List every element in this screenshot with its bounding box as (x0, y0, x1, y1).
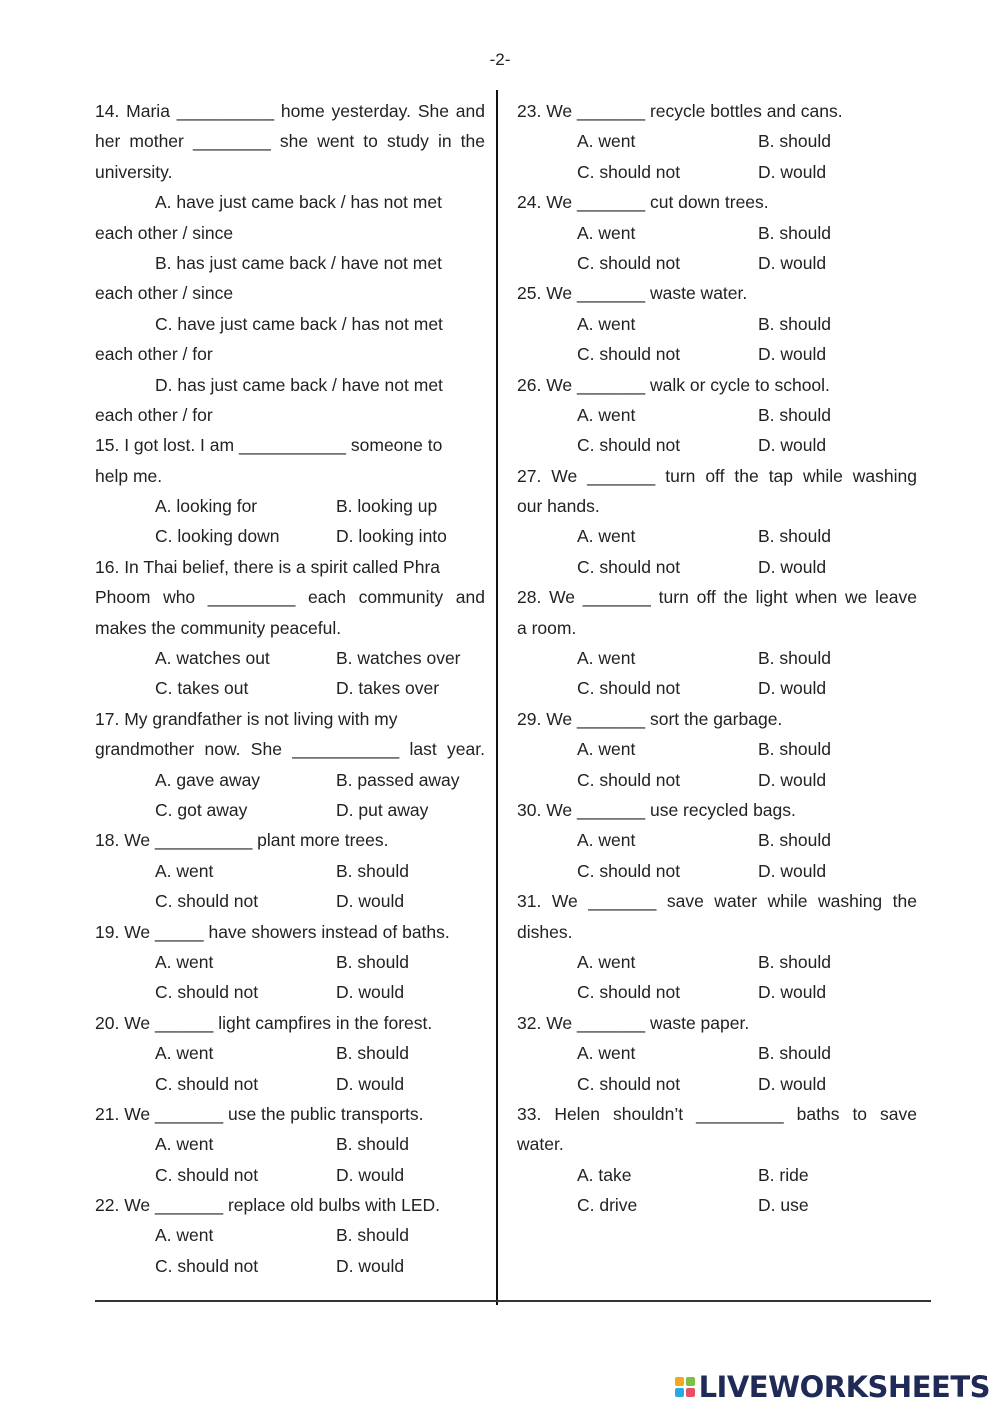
question-text: 27. We _______ turn off the tap while washing (517, 465, 917, 486)
answer-option[interactable]: A. went (577, 739, 636, 760)
answer-option[interactable]: A. watches out (155, 648, 270, 669)
answer-option[interactable]: B. should (758, 739, 831, 760)
answer-option[interactable]: D. would (758, 435, 827, 456)
answer-option[interactable]: A. went (155, 1225, 214, 1246)
logo-mark-icon (675, 1377, 695, 1397)
answer-option[interactable]: D. would (758, 161, 827, 182)
answer-option[interactable]: B. should (758, 648, 831, 669)
answer-option[interactable]: C. should not (577, 556, 681, 577)
bottom-rule (95, 1300, 931, 1302)
question-text: 32. We _______ waste paper. (517, 1012, 750, 1033)
answer-option[interactable]: A. went (155, 1134, 214, 1155)
answer-options-row (95, 673, 485, 703)
answer-option[interactable]: D. would (758, 678, 827, 699)
answer-options-row (517, 126, 917, 156)
answer-option[interactable]: B. should (758, 404, 831, 425)
answer-option[interactable]: C. should not (155, 1255, 259, 1276)
answer-option[interactable]: A. went (155, 951, 214, 972)
logo-mark-square-3 (675, 1388, 684, 1397)
answer-option[interactable]: A. went (577, 313, 636, 334)
answer-options-row (517, 339, 917, 369)
answer-options-row (95, 1220, 485, 1250)
question-text-continued: each other / for (95, 344, 213, 365)
answer-options-row (517, 1038, 917, 1068)
question-text-continued: university. (95, 161, 173, 182)
question-text: 22. We _______ replace old bulbs with LED. (95, 1195, 441, 1216)
question-text: 15. I got lost. I am ___________ someone to (95, 435, 443, 456)
answer-option[interactable]: D. would (758, 344, 827, 365)
logo-text: LIVEWORKSHEETS (698, 1370, 990, 1404)
answer-option[interactable]: C. takes out (155, 678, 249, 699)
answer-options-row (517, 521, 917, 551)
answer-option[interactable]: C. should not (155, 891, 259, 912)
answer-option[interactable]: A. went (577, 131, 636, 152)
answer-options-row (95, 947, 485, 977)
answer-options-row (517, 643, 917, 673)
question-text: 30. We _______ use recycled bags. (517, 799, 796, 820)
page-number: -2- (489, 50, 511, 69)
question-text-continued: her mother ________ she went to study in the (95, 131, 485, 152)
answer-option[interactable]: C. should not (155, 1073, 259, 1094)
question-text: 25. We _______ waste water. (517, 283, 748, 304)
answer-option[interactable]: B. ride (758, 1164, 809, 1185)
logo-mark-square-4 (686, 1388, 695, 1397)
answer-option[interactable]: C. should not (577, 860, 681, 881)
question-text: 17. My grandfather is not living with my (95, 708, 398, 729)
question-text: 29. We _______ sort the garbage. (517, 708, 783, 729)
column-divider (496, 90, 498, 1305)
answer-options-row (95, 1069, 485, 1099)
answer-options-row (517, 734, 917, 764)
answer-option[interactable]: B. looking up (336, 496, 438, 517)
question-text: 14. Maria __________ home yesterday. She and (95, 101, 485, 121)
answer-option[interactable]: B. should (758, 526, 831, 547)
answer-option[interactable]: C. should not (577, 982, 681, 1003)
answer-option[interactable]: A. went (155, 860, 214, 881)
answer-option[interactable]: B. should (758, 951, 831, 972)
question-text-continued: each other / for (95, 404, 213, 425)
answer-options-row (95, 1160, 485, 1190)
answer-option[interactable]: C. should not (155, 1164, 259, 1185)
question-text: 26. We _______ walk or cycle to school. (517, 374, 830, 395)
question-text-continued: each other / since (95, 222, 234, 243)
question-text: 23. We _______ recycle bottles and cans. (517, 101, 843, 121)
question-text-continued: water. (517, 1134, 564, 1155)
answer-options-row (517, 309, 917, 339)
question-text-continued: Phoom who _________ each community and (95, 587, 485, 608)
answer-options-row (517, 856, 917, 886)
answer-options-row (517, 430, 917, 460)
answer-option[interactable]: C. should not (155, 982, 259, 1003)
answer-option[interactable]: C. should not (577, 769, 681, 790)
right-column (517, 96, 917, 1220)
question-text-continued: makes the community peaceful. (95, 617, 342, 638)
answer-option[interactable]: A. went (577, 1043, 636, 1064)
answer-option[interactable]: D. put away (336, 799, 429, 820)
answer-option[interactable]: B. should (336, 860, 409, 881)
answer-options-row (517, 248, 917, 278)
question-text: 24. We _______ cut down trees. (517, 192, 769, 213)
logo-mark-square-2 (686, 1377, 695, 1386)
answer-option[interactable]: B. should (758, 222, 831, 243)
answer-options-row (517, 765, 917, 795)
answer-option[interactable]: C. drive (577, 1195, 638, 1216)
answer-option[interactable]: A. gave away (155, 769, 261, 790)
answer-option[interactable]: B. should (336, 1225, 409, 1246)
answer-options-row (95, 977, 485, 1007)
answer-option[interactable]: C. should not (577, 161, 681, 182)
answer-options-row (517, 400, 917, 430)
answer-option[interactable]: D. takes over (336, 678, 440, 699)
answer-options-row (517, 1190, 917, 1220)
answer-option[interactable]: C. have just came back / has not met (155, 313, 443, 334)
answer-option[interactable]: D. would (336, 891, 405, 912)
answer-options-row (517, 1160, 917, 1190)
answer-options-row (517, 977, 917, 1007)
answer-options-row (517, 218, 917, 248)
answer-option[interactable]: D. would (758, 1073, 827, 1094)
answer-option[interactable]: C. should not (577, 344, 681, 365)
answer-option[interactable]: B. should (336, 951, 409, 972)
answer-option[interactable]: D. would (758, 982, 827, 1003)
answer-option[interactable]: B. should (336, 1134, 409, 1155)
answer-option[interactable]: D. would (336, 1073, 405, 1094)
question-text-continued: grandmother now. She ___________ last year. (95, 739, 485, 760)
answer-option[interactable]: D. looking into (336, 526, 447, 547)
answer-option[interactable]: C. should not (577, 678, 681, 699)
answer-option[interactable]: D. would (758, 860, 827, 881)
question-text: 16. In Thai belief, there is a spirit called Phra (95, 556, 441, 577)
answer-option[interactable]: A. went (577, 951, 636, 972)
question-text: 28. We _______ turn off the light when we leave (517, 587, 917, 608)
answer-option[interactable]: A. went (155, 1043, 214, 1064)
answer-options-row (95, 795, 485, 825)
answer-option[interactable]: D. use (758, 1195, 809, 1216)
answer-option[interactable]: A. have just came back / has not met (155, 192, 442, 213)
answer-options-row (95, 491, 485, 521)
answer-option[interactable]: A. went (577, 648, 636, 669)
answer-options-row (95, 521, 485, 551)
answer-option[interactable]: C. got away (155, 799, 248, 820)
answer-option[interactable]: B. has just came back / have not met (155, 252, 442, 273)
answer-option[interactable]: A. looking for (155, 496, 258, 517)
answer-option[interactable]: A. went (577, 526, 636, 547)
answer-option[interactable]: D. would (758, 252, 827, 273)
answer-options-row (95, 1251, 485, 1281)
question-text: 21. We _______ use the public transports. (95, 1103, 424, 1124)
question-text: 31. We _______ save water while washing the (517, 891, 917, 912)
question-text: 33. Helen shouldn’t _________ baths to save (517, 1103, 917, 1124)
answer-option[interactable]: C. looking down (155, 526, 280, 547)
answer-options-row (517, 825, 917, 855)
question-text-continued: our hands. (517, 496, 600, 517)
question-text: 20. We ______ light campfires in the forest. (95, 1012, 433, 1033)
answer-option[interactable]: C. should not (577, 435, 681, 456)
answer-options-row (517, 157, 917, 187)
answer-option[interactable]: A. take (577, 1164, 632, 1185)
answer-option[interactable]: D. would (758, 769, 827, 790)
answer-option[interactable]: D. would (336, 982, 405, 1003)
answer-option[interactable]: D. would (336, 1255, 405, 1276)
question-text: 18. We __________ plant more trees. (95, 830, 389, 851)
answer-option[interactable]: B. should (758, 1043, 831, 1064)
answer-option[interactable]: B. should (758, 313, 831, 334)
left-column (95, 96, 485, 1281)
answer-options-row (517, 1069, 917, 1099)
answer-options-row (517, 947, 917, 977)
answer-option[interactable]: D. would (758, 556, 827, 577)
answer-option[interactable]: B. should (336, 1043, 409, 1064)
question-text-continued: help me. (95, 465, 163, 486)
question-text-continued: dishes. (517, 921, 573, 942)
answer-options-row (517, 673, 917, 703)
answer-option[interactable]: A. went (577, 404, 636, 425)
answer-options-row (95, 886, 485, 916)
answer-option[interactable]: B. watches over (336, 648, 461, 669)
answer-option[interactable]: B. should (758, 131, 831, 152)
answer-option[interactable]: D. would (336, 1164, 405, 1185)
answer-options-row (95, 1129, 485, 1159)
logo-mark-square-1 (675, 1377, 684, 1386)
answer-options-row (517, 552, 917, 582)
answer-options-row (95, 765, 485, 795)
answer-option[interactable]: A. went (577, 830, 636, 851)
answer-option[interactable]: D. has just came back / have not met (155, 374, 443, 395)
question-text-continued: a room. (517, 617, 577, 638)
question-text: 19. We _____ have showers instead of baths. (95, 921, 450, 942)
answer-option[interactable]: C. should not (577, 1073, 681, 1094)
liveworksheets-logo (675, 1369, 990, 1405)
answer-options-row (95, 856, 485, 886)
answer-option[interactable]: B. passed away (336, 769, 460, 790)
answer-option[interactable]: C. should not (577, 252, 681, 273)
answer-option[interactable]: A. went (577, 222, 636, 243)
question-text-continued: each other / since (95, 283, 234, 304)
answer-options-row (95, 643, 485, 673)
answer-option[interactable]: B. should (758, 830, 831, 851)
answer-options-row (95, 1038, 485, 1068)
